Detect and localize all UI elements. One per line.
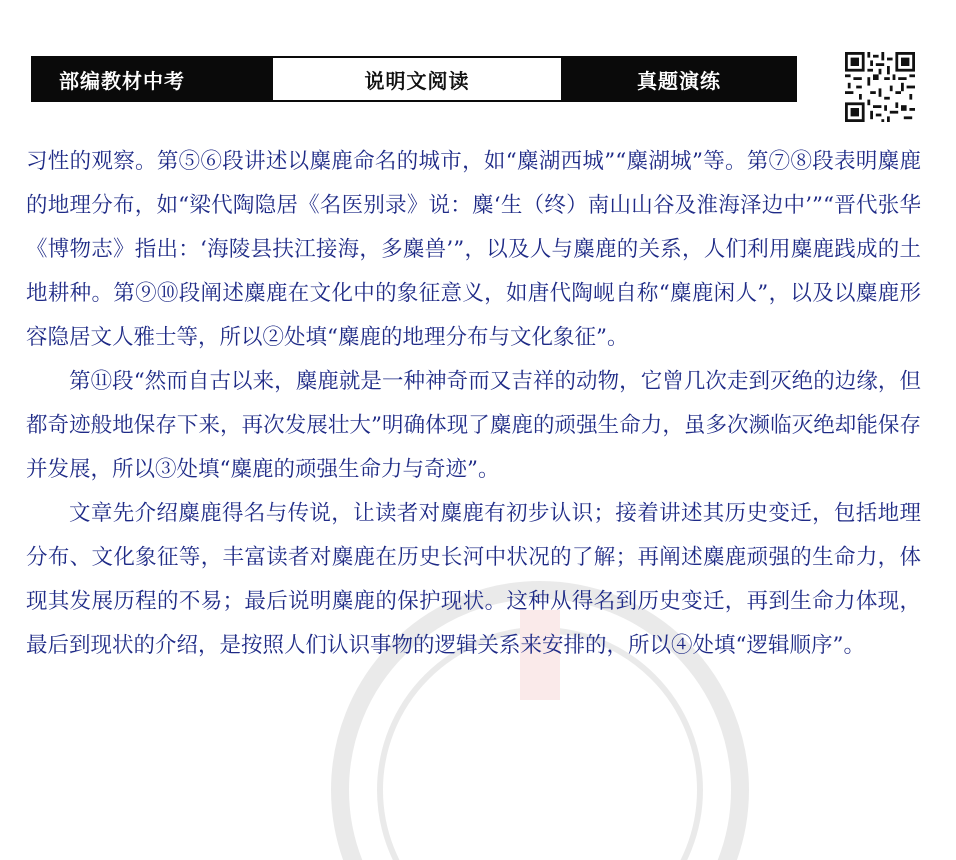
qr-code-icon xyxy=(845,52,915,122)
header-tab-reading: 说明文阅读 xyxy=(271,58,563,100)
paragraph-vitality: 第⑪段“然而自古以来，麋鹿就是一种神奇而又吉祥的动物，它曾几次走到灭绝的边缘，但都奇迹般地保存下来，再次发展壮大”明确体现了麋鹿的顽强生命力，虽多次濒临灭绝却能保存并发展，所以③处填“麋鹿的顽强生命力与奇迹”。 xyxy=(26,369,921,482)
section-header xyxy=(31,56,797,102)
header-tab-practice: 真题演练 xyxy=(563,58,795,100)
paragraph-structure-analysis: 习性的观察。第⑤⑥段讲述以麋鹿命名的城市，如“麋湖西城”“麋湖城”等。第⑦⑧段表明麋鹿的地理分布，如“梁代陶隐居《名医别录》说：麋‘生（终）南山山谷及淮海泽边中’”“晋代张华《博物志》指出：‘海陵县扶江接海，多麋兽’”，以及人与麋鹿的关系，人们利用麋鹿践成的土地耕种。第⑨⑩段阐述麋鹿在文化中的象征意义，如唐代陶岘自称“麋鹿闲人”，以及以麋鹿形容隐居文人雅士等，所以②处填“麋鹿的地理分布与文化象征”。 xyxy=(26,149,921,350)
answer-explanation xyxy=(26,140,921,668)
header-tab-textbook: 部编教材中考 xyxy=(33,58,271,100)
paragraph-logical-order: 文章先介绍麋鹿得名与传说，让读者对麋鹿有初步认识；接着讲述其历史变迁，包括地理分布、文化象征等，丰富读者对麋鹿在历史长河中状况的了解；再阐述麋鹿顽强的生命力，体现其发展历程的不易；最后说明麋鹿的保护现状。这种从得名到历史变迁，再到生命力体现，最后到现状的介绍，是按照人们认识事物的逻辑关系来安排的，所以④处填“逻辑顺序”。 xyxy=(26,501,921,658)
